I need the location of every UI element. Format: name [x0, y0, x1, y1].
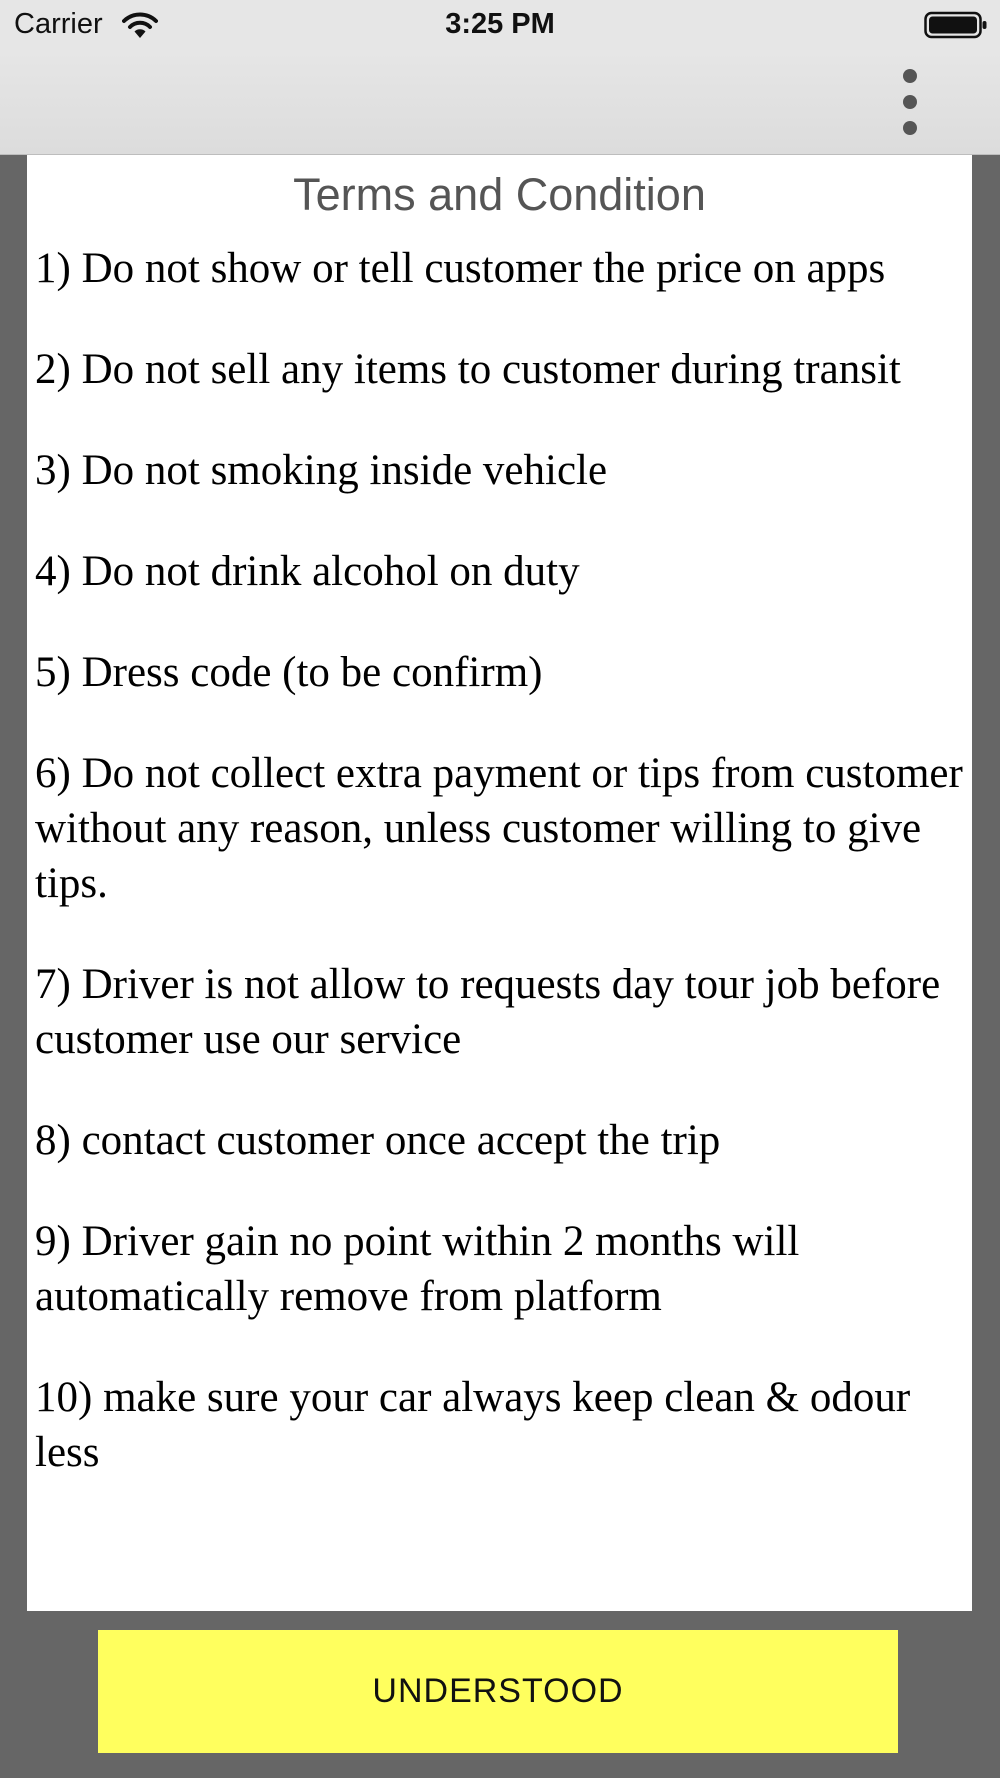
term-item: 6) Do not collect extra payment or tips from customer without any reason, unless customer willing to give tips. — [35, 750, 963, 907]
terms-list — [27, 241, 972, 1480]
more-options-button[interactable] — [890, 64, 930, 140]
term-item: 3) Do not smoking inside vehicle — [35, 447, 608, 494]
navigation-bar — [0, 50, 1000, 155]
term-item: 8) contact customer once accept the trip — [35, 1117, 721, 1164]
terms-title: Terms and Condition — [293, 169, 706, 220]
terms-card — [27, 155, 972, 1611]
carrier-label: Carrier — [14, 8, 103, 40]
term-item: 10) make sure your car always keep clean & odour less — [35, 1374, 911, 1476]
term-item: 7) Driver is not allow to requests day tour job before customer use our service — [35, 961, 941, 1063]
term-item: 9) Driver gain no point within 2 months will automatically remove from platform — [35, 1218, 800, 1320]
more-vertical-icon — [890, 64, 930, 140]
status-time: 3:25 PM — [445, 8, 555, 40]
term-item: 2) Do not sell any items to customer during transit — [35, 346, 901, 393]
status-bar — [0, 0, 1000, 50]
term-item: 4) Do not drink alcohol on duty — [35, 548, 580, 595]
battery-icon — [924, 10, 988, 40]
term-item: 1) Do not show or tell customer the price on apps — [35, 245, 886, 292]
term-item: 5) Dress code (to be confirm) — [35, 649, 543, 696]
understood-button[interactable]: UNDERSTOOD — [98, 1630, 898, 1753]
